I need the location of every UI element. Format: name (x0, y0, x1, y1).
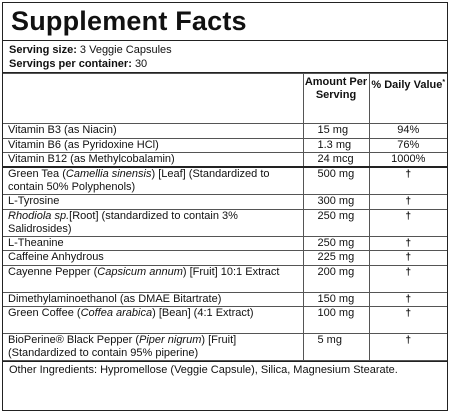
ingredient-amount: 5 mg (303, 334, 369, 361)
nutrient-table (3, 73, 447, 361)
ingredient-latin-name: Capsicum annum (97, 265, 183, 278)
ingredient-dv: † (369, 251, 447, 266)
ingredient-dv: † (369, 209, 447, 236)
ingredient-row (3, 167, 447, 195)
dv-asterisk: * (442, 79, 446, 86)
serving-size-value: 3 Veggie Capsules (79, 44, 172, 56)
ingredient-amount: 300 mg (303, 195, 369, 210)
vitamin-dv: 94% (369, 124, 447, 139)
ingredient-name (3, 195, 303, 210)
ingredient-latin-name: Rhodiola sp. (8, 209, 70, 222)
ingredient-amount: 200 mg (303, 265, 369, 292)
ingredient-dv: † (369, 307, 447, 334)
ingredient-name-pre: Green Coffee ( (8, 307, 81, 319)
vitamin-amount: 24 mcg (303, 153, 369, 168)
other-ingredients: Other Ingredients: Hypromellose (Veggie Capsule), Silica, Magnesium Stearate. (3, 361, 447, 379)
ingredient-name-post: ) [Fruit] (Standardized to contain 95% piperine) (8, 334, 237, 359)
vitamin-dv: 76% (369, 138, 447, 153)
vitamin-name: Vitamin B3 (as Niacin) (3, 124, 303, 139)
ingredient-row (3, 195, 447, 210)
ingredient-row (3, 209, 447, 236)
ingredient-amount: 150 mg (303, 292, 369, 307)
vitamin-dv: 1000% (369, 153, 447, 168)
vitamin-row (3, 138, 447, 153)
ingredient-row (3, 236, 447, 251)
ingredient-name-post: [Root] (standardized to contain 3% Salidrosides) (8, 209, 238, 235)
vitamin-amount: 1.3 mg (303, 138, 369, 153)
serving-size-label: Serving size: (9, 44, 77, 56)
vitamin-row (3, 153, 447, 168)
ingredient-amount: 250 mg (303, 209, 369, 236)
ingredient-name (3, 292, 303, 307)
dv-column-header (369, 74, 447, 124)
ingredient-dv: † (369, 167, 447, 195)
servings-label: Servings per container: (9, 57, 132, 70)
servings-value: 30 (134, 57, 148, 70)
ingredient-amount: 500 mg (303, 167, 369, 195)
ingredient-name-pre: L-Theanine (8, 236, 64, 249)
vitamin-name: Vitamin B6 (as Pyridoxine HCl) (3, 138, 303, 153)
ingredient-name (3, 251, 303, 266)
ingredient-name-post: ) [Bean] (4:1 Extract) (152, 307, 254, 319)
ingredient-name (3, 307, 303, 334)
ingredient-name (3, 334, 303, 361)
ingredient-latin-name: Piper nigrum (139, 334, 202, 346)
ingredient-latin-name: Coffea arabica (80, 307, 153, 319)
ingredient-name (3, 167, 303, 195)
ingredient-dv: † (369, 265, 447, 292)
ingredient-dv: † (369, 195, 447, 210)
ingredient-row (3, 292, 447, 307)
vitamin-name: Vitamin B12 (as Methylcobalamin) (3, 153, 303, 168)
serving-size-line (9, 44, 447, 58)
ingredient-row (3, 251, 447, 266)
panel-title: Supplement Facts (3, 3, 447, 41)
serving-info (3, 41, 447, 73)
ingredient-name (3, 236, 303, 251)
ingredient-name-post: ) [Leaf] (Standardized to contain 50% Polyphenols) (8, 168, 270, 193)
supplement-facts-panel (2, 2, 448, 411)
ingredient-name-pre: Dimethylaminoethanol (as DMAE Bitartrate) (8, 292, 222, 305)
ingredient-name-post: ) [Fruit] 10:1 Extract (182, 265, 280, 278)
ingredient-dv: † (369, 334, 447, 361)
ingredient-amount: 225 mg (303, 251, 369, 266)
dv-header-label: % Daily Value (371, 79, 443, 91)
ingredient-dv: † (369, 236, 447, 251)
ingredient-latin-name: Camellia sinensis (65, 168, 152, 180)
vitamin-row (3, 124, 447, 139)
amount-column-header: Amount Per Serving (303, 74, 369, 124)
ingredient-amount: 250 mg (303, 236, 369, 251)
ingredient-name (3, 209, 303, 236)
ingredient-name-pre: Green Tea ( (8, 168, 66, 180)
ingredient-name-pre: BioPerine® Black Pepper ( (8, 334, 140, 346)
ingredient-row (3, 334, 447, 361)
ingredient-name-pre: Cayenne Pepper ( (8, 265, 98, 278)
nutrient-column-header (3, 74, 303, 124)
ingredient-dv: † (369, 292, 447, 307)
servings-per-container-line (9, 58, 447, 72)
table-header-row (3, 74, 447, 124)
ingredient-name-pre: Caffeine Anhydrous (8, 251, 104, 263)
vitamin-amount: 15 mg (303, 124, 369, 139)
ingredient-name-pre: L-Tyrosine (8, 195, 60, 207)
ingredient-row (3, 307, 447, 334)
ingredient-row (3, 265, 447, 292)
ingredient-amount: 100 mg (303, 307, 369, 334)
ingredient-name (3, 265, 303, 292)
